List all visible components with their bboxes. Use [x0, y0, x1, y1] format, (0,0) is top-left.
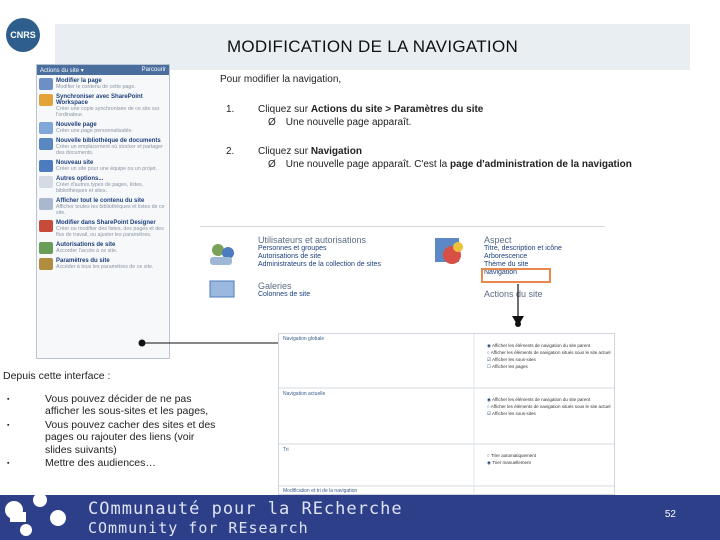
navigation-link[interactable]: Navigation — [484, 269, 518, 276]
galleries-icon — [208, 279, 238, 298]
menu-item-description: Afficher toutes les bibliothèques et listes de ce site. — [56, 204, 165, 216]
option[interactable] — [487, 396, 610, 403]
look-and-feel-icon — [432, 235, 466, 269]
browse-tab[interactable]: Parcourir — [141, 67, 166, 73]
site-actions-menu — [36, 64, 170, 359]
step-result — [268, 116, 678, 129]
menu-item-icon — [39, 258, 53, 270]
bullet-item: ▪ Vous pouvez décider de ne pas afficher les sous-sites et les pages, — [3, 393, 221, 418]
menu-item-label: Nouvelle page — [56, 122, 97, 128]
option[interactable] — [487, 349, 610, 356]
instructions-intro — [220, 74, 680, 85]
settings-link[interactable]: Arborescence — [484, 253, 528, 260]
group-galleries — [258, 281, 310, 298]
menu-item-description: Créer d'autres types de pages, listes, bibliothèques et sites. — [56, 182, 144, 194]
menu-item[interactable] — [37, 91, 169, 119]
menu-item-icon — [39, 78, 53, 90]
step-number: 2. — [226, 146, 235, 157]
description — [3, 370, 221, 471]
radio-icon: ◉ — [487, 397, 492, 402]
menu-item-text — [56, 78, 136, 90]
menu-item-text — [56, 176, 167, 194]
site-actions-label[interactable]: Actions du site ▾ — [40, 67, 84, 74]
options-global — [487, 342, 610, 370]
menu-item-description: Accorder l'accès à ce site. — [56, 248, 118, 254]
result-text: Une nouvelle page apparaît. C'est la — [285, 159, 451, 170]
option-label: Afficher les éléments de navigation situés sous le site actuel — [490, 350, 611, 355]
menu-item-icon — [39, 220, 53, 232]
checkbox-icon: ☐ — [487, 364, 493, 369]
checkbox-icon: ☑ — [487, 411, 493, 416]
option-label: Afficher les éléments de navigation du site parent — [491, 343, 591, 348]
option[interactable] — [487, 459, 536, 466]
settings-link[interactable]: Autorisations de site — [258, 253, 322, 260]
bullet-list — [3, 393, 221, 470]
option-label: Afficher les pages — [492, 364, 528, 369]
cnrs-logo — [6, 18, 40, 52]
menu-item[interactable] — [37, 239, 169, 255]
radio-icon: ○ — [487, 350, 491, 355]
footer-banner — [0, 495, 720, 540]
option[interactable] — [487, 356, 610, 363]
settings-link[interactable]: Thème du site — [484, 261, 529, 268]
group-title: Aspect — [484, 235, 512, 245]
option-label: Afficher les éléments de navigation situés sous le site actuel — [490, 404, 611, 409]
option[interactable] — [487, 452, 536, 459]
menu-item-label: Modifier la page — [56, 78, 102, 84]
menu-item-icon — [39, 176, 53, 188]
group-site-actions — [484, 289, 543, 298]
option[interactable] — [487, 342, 610, 349]
step-text — [258, 146, 362, 157]
radio-icon: ○ — [487, 453, 491, 458]
bullet-item: ▪ Mettre des audiences… — [3, 457, 221, 470]
logo-text: CNRS — [10, 30, 36, 40]
menu-item-text — [56, 138, 167, 156]
menu-item[interactable] — [37, 75, 169, 91]
option[interactable] — [487, 363, 610, 370]
arrow-bullet-icon: Ø — [268, 117, 276, 128]
group-title: Galeries — [258, 281, 292, 291]
menu-item-icon — [39, 94, 53, 106]
menu-item-icon — [39, 138, 53, 150]
menu-item-label: Synchroniser avec SharePoint Workspace — [56, 94, 143, 106]
site-settings-panel — [200, 226, 605, 298]
step-action: Actions du site > Paramètres du site — [310, 104, 484, 115]
step-action: Navigation — [310, 146, 362, 157]
option-label: Afficher les sous-sites — [492, 411, 536, 416]
options-current — [487, 396, 610, 417]
radio-icon: ○ — [487, 404, 491, 409]
menu-item-icon — [39, 198, 53, 210]
section-title: Tri — [283, 447, 289, 453]
menu-item-description: Créer ou modifier des listes, des pages et des flux de travail, ou ajuster les paramètres. — [56, 226, 164, 238]
menu-item-text — [56, 242, 117, 254]
menu-item-text — [56, 258, 153, 270]
settings-link[interactable]: Administrateurs de la collection de sites — [258, 261, 381, 268]
arrow-bullet-icon: Ø — [268, 159, 276, 170]
group-users-permissions — [258, 235, 381, 269]
menu-item-label: Afficher tout le contenu du site — [56, 198, 145, 204]
option-label: Trier automatiquement — [490, 453, 536, 458]
section-title: Navigation actuelle — [283, 391, 326, 397]
menu-header — [37, 65, 169, 75]
navigation-highlight — [481, 268, 551, 283]
users-permissions-icon — [208, 241, 238, 269]
menu-item[interactable] — [37, 135, 169, 157]
menu-item[interactable] — [37, 173, 169, 195]
menu-item-label: Paramètres du site — [56, 258, 110, 264]
menu-items — [37, 75, 169, 271]
menu-item-text — [56, 198, 167, 216]
step-number: 1. — [226, 104, 235, 115]
menu-item-label: Nouveau site — [56, 160, 94, 166]
group-title: Utilisateurs et autorisations — [258, 235, 367, 245]
menu-item-description: Créer une copie synchronisée de ce site sur l'ordinateur. — [56, 106, 160, 118]
menu-item-label: Autres options... — [56, 176, 104, 182]
step-prefix: Cliquez sur — [258, 104, 311, 115]
step-text — [258, 104, 483, 115]
intro-text: Pour modifier la navigation, — [220, 74, 342, 85]
menu-item-description: Créer un emplacement où stocker et partager des documents. — [56, 144, 163, 156]
menu-item[interactable] — [37, 119, 169, 135]
menu-item-label: Autorisations de site — [56, 242, 116, 248]
menu-item-text — [56, 122, 133, 134]
puzzle-decoration-icon — [0, 486, 80, 540]
option-label: Afficher les sous-sites — [492, 357, 536, 362]
menu-item-icon — [39, 242, 53, 254]
settings-link[interactable]: Personnes et groupes — [258, 245, 327, 252]
radio-icon: ◉ — [487, 460, 493, 465]
step-result — [268, 158, 678, 171]
menu-item-icon — [39, 122, 53, 134]
menu-item-text — [56, 160, 157, 172]
option[interactable] — [487, 410, 610, 417]
section-title: Modification et tri de la navigation — [283, 488, 358, 494]
menu-item-description: Accéder à tous les paramètres de ce site. — [56, 264, 154, 270]
settings-link[interactable]: Titre, description et icône — [484, 245, 562, 252]
menu-item[interactable] — [37, 217, 169, 239]
menu-item-label: Modifier dans SharePoint Designer — [56, 220, 156, 226]
menu-item-text — [56, 220, 167, 238]
menu-item[interactable] — [37, 195, 169, 217]
group-title: Actions du site — [484, 289, 543, 298]
option-label: Trier manuellement — [492, 460, 531, 465]
bullet-item: ▪ Vous pouvez cacher des sites et des pages ou rajouter des liens (voir slides suivants) — [3, 419, 221, 457]
menu-item-icon — [39, 160, 53, 172]
checkbox-icon: ☑ — [487, 357, 493, 362]
menu-item-label: Nouvelle bibliothèque de documents — [56, 138, 161, 144]
radio-icon: ◉ — [487, 343, 492, 348]
option[interactable] — [487, 403, 610, 410]
menu-item-description: Créer une page personnalisable. — [56, 128, 133, 134]
menu-item-description: Créer un site pour une équipe ou un projet. — [56, 166, 158, 172]
step-prefix: Cliquez sur — [258, 146, 311, 157]
navigation-admin-screenshot — [278, 333, 615, 495]
menu-item-description: Modifier le contenu de cette page. — [56, 84, 136, 90]
settings-link[interactable]: Colonnes de site — [258, 291, 311, 298]
result-emphasis: page d'administration de la navigation — [450, 159, 632, 170]
slide-title: MODIFICATION DE LA NAVIGATION — [226, 37, 519, 56]
footer-line-2: COmmunity for REsearch — [88, 519, 309, 537]
description-intro: Depuis cette interface : — [3, 370, 111, 382]
page-number: 52 — [664, 509, 676, 520]
option-label: Afficher les éléments de navigation du site parent — [491, 397, 591, 402]
menu-item[interactable] — [37, 157, 169, 173]
menu-item-text — [56, 94, 167, 118]
footer-line-1: COmmunauté pour la REcherche — [88, 499, 403, 519]
result-text: Une nouvelle page apparaît. — [285, 117, 412, 128]
options-sort — [487, 452, 536, 466]
section-title: Navigation globale — [283, 336, 325, 342]
menu-item[interactable] — [37, 255, 169, 271]
